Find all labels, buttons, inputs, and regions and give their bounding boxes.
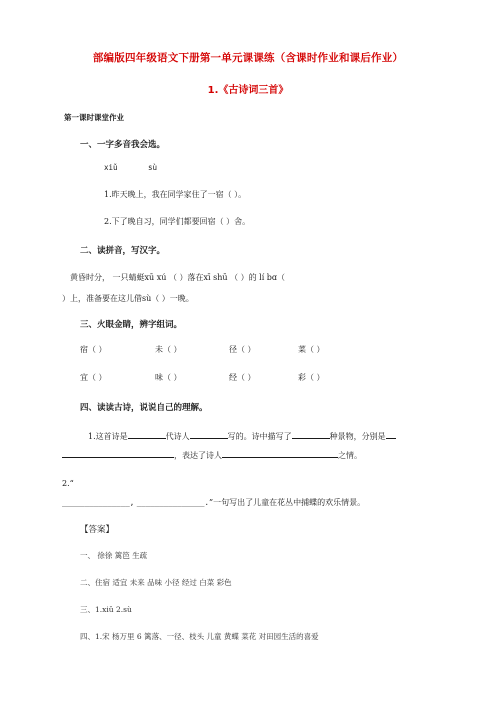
- answer-blank[interactable]: [386, 429, 396, 439]
- section4-question1-line1: [88, 429, 396, 442]
- answer-line-4: 四、1.宋 杨万里 6 篱落、一径、枝头 儿童 黄蝶 菜花 对田园生活的喜爱: [80, 632, 319, 641]
- section3-item: 未（ ）: [155, 345, 182, 354]
- section3-item: 宜（ ）: [80, 373, 107, 382]
- question-text: 1.这首诗是: [88, 432, 128, 441]
- answer-blank[interactable]: [128, 429, 166, 439]
- lesson-label: 第一课时课堂作业: [64, 113, 124, 122]
- answer-blank[interactable]: [190, 429, 228, 439]
- answers-heading: 【答案】: [80, 525, 115, 535]
- question-text: 之情。: [338, 451, 362, 460]
- pinyin-option-a: xiǔ: [104, 163, 118, 172]
- section2-line1: 黄昏时分， 一只蜻蜓xū xú （ ）落在xī shū （ ）的 lí bɑ（: [70, 273, 286, 282]
- section4-question2-line: [62, 497, 365, 508]
- question-text: ”一句写出了儿童在花丛中捕蝶的欢乐情景。: [209, 498, 366, 507]
- answer-blank[interactable]: [292, 429, 330, 439]
- section1-heading: 一、一字多音我会选。: [80, 140, 166, 150]
- section3-item: 味（ ）: [155, 373, 182, 382]
- answer-line-3: 三、1.xiǔ 2.sù: [80, 605, 132, 614]
- section3-item: 径（ ）: [229, 345, 256, 354]
- section3-item: 菜（ ）: [298, 345, 325, 354]
- section3-item: 彩（ ）: [298, 373, 325, 382]
- section1-question1: 1.昨天晚上，我在同学家住了一宿（ ）。: [104, 190, 247, 199]
- section2-line2: ）上，准备要在这儿借sù（ ）一晚。: [62, 294, 194, 303]
- section3-heading: 三、火眼金睛，辨字组词。: [80, 320, 183, 330]
- section3-item: 经（ ）: [229, 373, 256, 382]
- section4-question2-label: 2.“: [62, 479, 74, 488]
- lesson-title: 1.《古诗词三首》: [207, 85, 289, 96]
- document-title: 部编版四年级语文下册第一单元课课练（含课时作业和课后作业）: [92, 52, 404, 64]
- section4-heading: 四、读读古诗，说说自己的理解。: [80, 403, 208, 413]
- section4-question1-line2: [62, 448, 362, 461]
- section3-item: 宿（ ）: [80, 345, 107, 354]
- answer-blank[interactable]: [62, 448, 174, 458]
- answer-line-1: 一、 徐徐 篱笆 生疏: [80, 551, 148, 560]
- question-text: ，表达了诗人: [174, 451, 222, 460]
- answer-dashes[interactable]: _______________,: [62, 498, 135, 507]
- question-text: 代诗人: [165, 432, 190, 441]
- answer-dashes[interactable]: _______________.: [136, 498, 210, 507]
- section2-heading: 二、读拼音，写汉字。: [80, 246, 166, 256]
- answer-line-2: 二、住宿 适宜 未来 品味 小径 经过 白菜 彩色: [80, 578, 232, 587]
- pinyin-option-b: sù: [148, 163, 158, 172]
- question-text: 写的。诗中描写了: [227, 432, 292, 441]
- answer-blank[interactable]: [222, 448, 338, 458]
- question-text: 种景物，分别是: [329, 432, 386, 441]
- section1-question2: 2.下了晚自习，同学们都要回宿（ ）舍。: [104, 217, 251, 226]
